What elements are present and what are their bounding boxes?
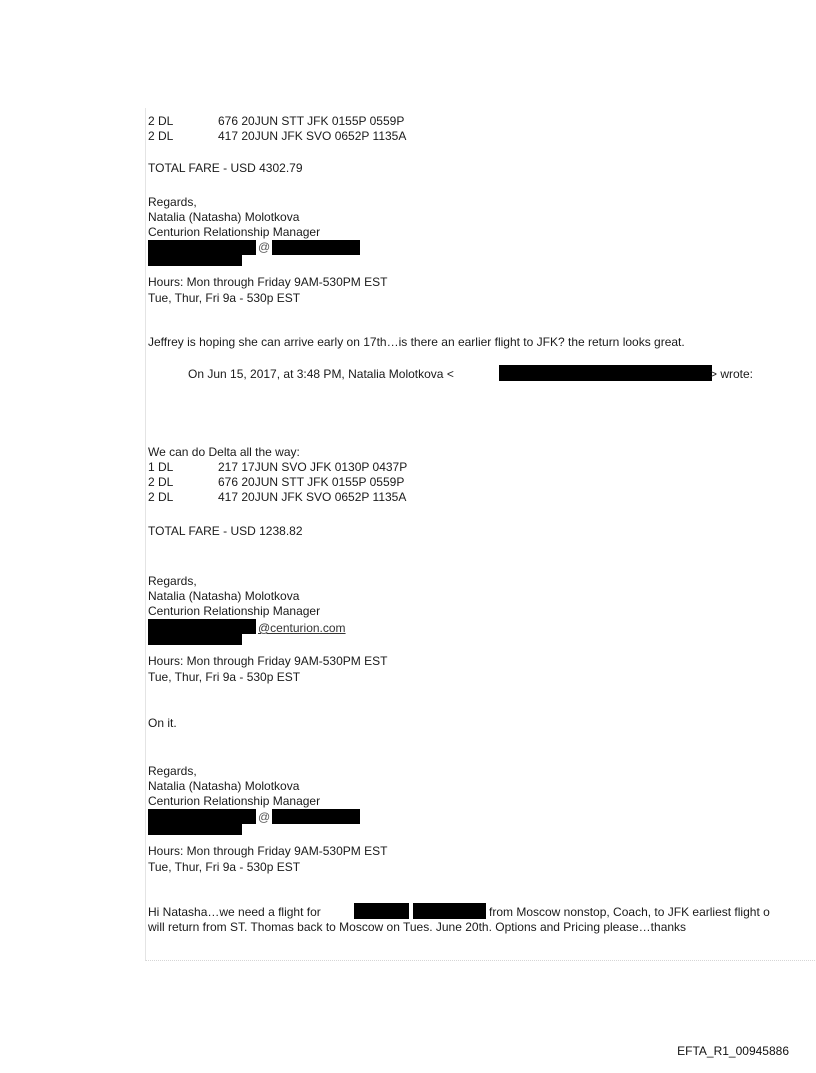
- signature-name: Natalia (Natasha) Molotkova: [148, 779, 300, 793]
- flight-number: 1 DL: [148, 460, 174, 474]
- flight-row: [148, 475, 404, 489]
- signature-hours: Hours: Mon through Friday 9AM-530PM EST: [148, 844, 388, 858]
- quote-header-suffix: > wrote:: [710, 367, 754, 381]
- signature-name: Natalia (Natasha) Molotkova: [148, 210, 300, 224]
- signature-hours: Tue, Thur, Fri 9a - 530p EST: [148, 860, 301, 874]
- redaction-box: [148, 254, 242, 266]
- signature-title: Centurion Relationship Manager: [148, 604, 321, 618]
- flight-detail: 676 20JUN STT JFK 0155P 0559P: [218, 114, 405, 128]
- redaction-box: [272, 809, 360, 824]
- original-message-line2: will return from ST. Thomas back to Moscow on Tues. June 20th. Options and Pricing please…thanks: [148, 920, 687, 934]
- total-fare: TOTAL FARE - USD 1238.82: [148, 524, 303, 538]
- signature-email-at: @: [258, 810, 271, 824]
- redaction-box: [413, 903, 486, 919]
- signature-title: Centurion Relationship Manager: [148, 225, 321, 239]
- flight-detail: 217 17JUN SVO JFK 0130P 0437P: [218, 460, 408, 474]
- flight-detail: 676 20JUN STT JFK 0155P 0559P: [218, 475, 405, 489]
- flight-row: [148, 114, 404, 128]
- message-intro: We can do Delta all the way:: [148, 445, 300, 459]
- redaction-box: [354, 903, 409, 919]
- flight-detail: 417 20JUN JFK SVO 0652P 1135A: [218, 490, 407, 504]
- reply-text: Jeffrey is hoping she can arrive early on 17th…is there an earlier flight to JFK? the return looks great.: [148, 335, 685, 349]
- email-thread: [145, 108, 816, 961]
- redaction-box: [499, 365, 712, 381]
- flight-detail: 417 20JUN JFK SVO 0652P 1135A: [218, 129, 407, 143]
- signature-email-link[interactable]: [258, 621, 346, 635]
- redaction-box: [272, 240, 360, 255]
- signature-hours: Tue, Thur, Fri 9a - 530p EST: [148, 670, 301, 684]
- email-domain-link[interactable]: @centurion.com: [258, 621, 346, 635]
- signature-email-at: @: [258, 240, 271, 254]
- document-id: EFTA_R1_00945886: [677, 1044, 789, 1058]
- signature-regards: Regards,: [148, 195, 197, 209]
- total-fare: TOTAL FARE - USD 4302.79: [148, 161, 303, 175]
- signature-regards: Regards,: [148, 574, 197, 588]
- signature-regards: Regards,: [148, 764, 197, 778]
- redaction-box: [148, 809, 256, 824]
- signature-hours: Tue, Thur, Fri 9a - 530p EST: [148, 291, 301, 305]
- flight-number: 2 DL: [148, 475, 174, 489]
- flight-number: 2 DL: [148, 129, 174, 143]
- signature-name: Natalia (Natasha) Molotkova: [148, 589, 300, 603]
- flight-row: [148, 490, 406, 504]
- flight-row: [148, 129, 406, 143]
- flight-number: 2 DL: [148, 490, 174, 504]
- signature-title: Centurion Relationship Manager: [148, 794, 321, 808]
- flight-number: 2 DL: [148, 114, 174, 128]
- redaction-box: [148, 823, 242, 835]
- redaction-box: [148, 240, 256, 255]
- redaction-box: [148, 619, 256, 634]
- signature-hours: Hours: Mon through Friday 9AM-530PM EST: [148, 654, 388, 668]
- quote-header-prefix: On Jun 15, 2017, at 3:48 PM, Natalia Molotkova <: [188, 367, 454, 381]
- signature-hours: Hours: Mon through Friday 9AM-530PM EST: [148, 275, 388, 289]
- flight-row: [148, 460, 407, 474]
- redaction-box: [148, 633, 242, 645]
- original-message-part1: Hi Natasha…we need a flight for: [148, 905, 321, 919]
- message-text: On it.: [148, 716, 177, 730]
- original-message-part2: from Moscow nonstop, Coach, to JFK earliest flight o: [489, 905, 770, 919]
